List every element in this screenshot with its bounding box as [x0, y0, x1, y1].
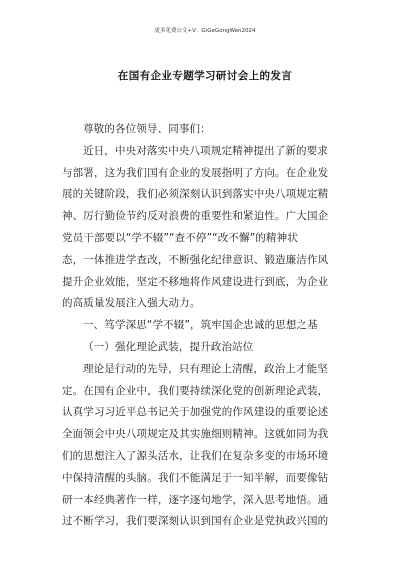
body-line: 研一本经典著作一样，逐字逐句地学，深入思考地悟。通 [62, 493, 329, 506]
body-line: 党员干部要以“学不辍”“查不停”“改不懈”的精神状 [62, 231, 298, 244]
body-line: 展的关键阶段，我们必须深刻认识到落实中央八项规定精 [62, 188, 329, 201]
body-line: 过不断学习，我们要深刻认识到国有企业是党执政兴国的 [62, 515, 329, 528]
body-line: 一、笃学深思“学不辍”，筑牢国企忠诚的思想之基 [83, 319, 318, 332]
body-line: 态，一体推进学查改，不断强化纪律意识、锻造廉洁作风 [62, 253, 329, 266]
body-line: 近日，中央对落实中央八项规定精神提出了新的要求 [83, 144, 328, 157]
body-line: （一）强化理论武装，提升政治站位 [83, 340, 254, 353]
document-body [62, 119, 352, 533]
body-line: 定。在国有企业中，我们要持续深化党的创新理论武装， [62, 384, 329, 397]
header-note: 更多免费公文+V：GiGeGongWen2024 [154, 28, 256, 34]
body-line: 中保持清醒的头脑。我们不能满足于一知半解，而要像钻 [62, 471, 329, 484]
body-line: 尊敬的各位领导、同事们： [83, 123, 211, 135]
body-line: 认真学习习近平总书记关于加强党的作风建设的重要论述 [62, 406, 329, 419]
body-line: 的高质量发展注入强大动力。 [62, 297, 201, 310]
body-line: 全面领会中央八项规定及其实施细则精神。这就如同为我 [62, 428, 329, 441]
body-line: 们的思想注入了源头活水，让我们在复杂多变的市场环境 [62, 449, 329, 462]
body-line: 理论是行动的先导，只有理论上清醒，政治上才能坚 [83, 362, 328, 375]
body-line: 神、厉行勤俭节约反对浪费的重要性和紧迫性。广大国企 [62, 210, 329, 223]
body-line: 提升企业效能，坚定不移地将作风建设进行到底，为企业 [62, 275, 329, 288]
document-title: 在国有企业专题学习研讨会上的发言 [117, 70, 293, 82]
body-line: 与部署，这为我们国有企业的发展指明了方向。在企业发 [62, 166, 329, 179]
